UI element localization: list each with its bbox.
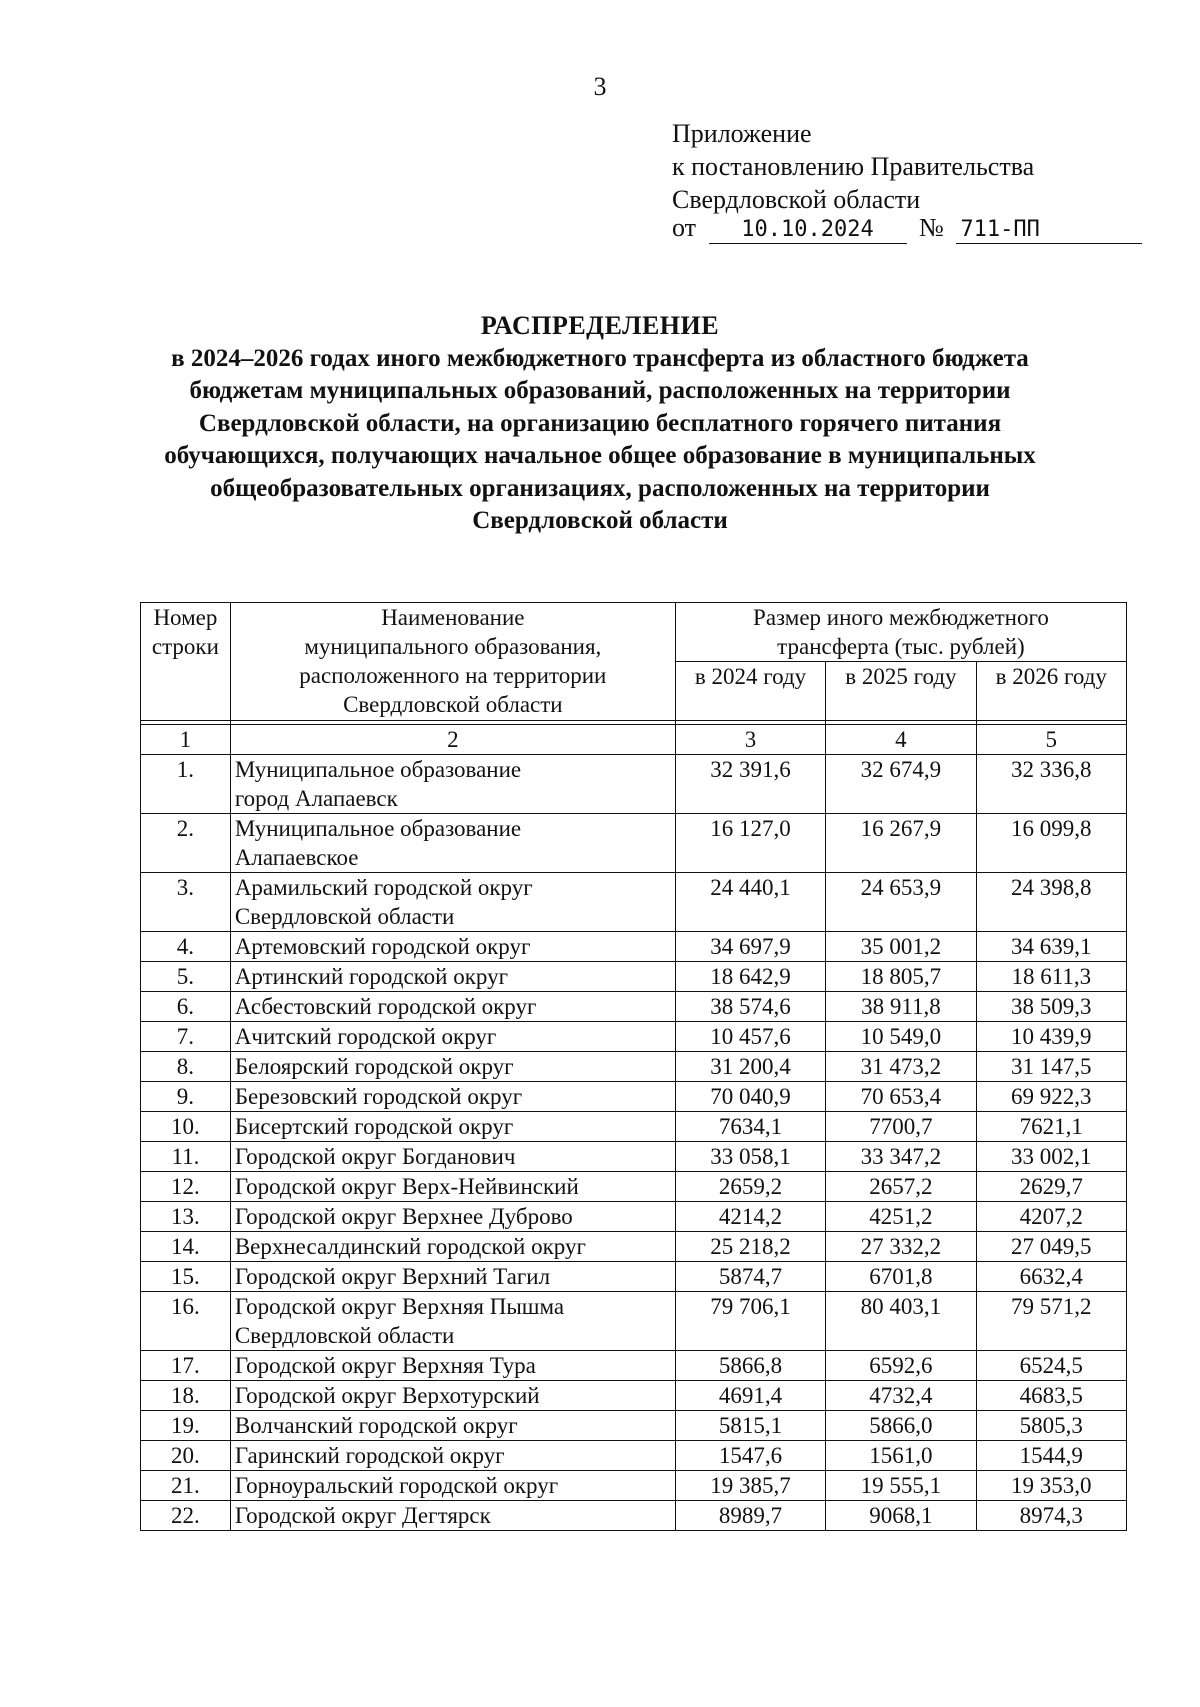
municipality-name bbox=[230, 932, 675, 962]
municipality-name bbox=[230, 1471, 675, 1501]
number-label: № bbox=[919, 213, 944, 242]
municipality-name bbox=[230, 1441, 675, 1471]
title-line: Свердловской области, на организацию бесплатного горячего питания bbox=[198, 409, 1002, 437]
title-line: бюджетам муниципальных образований, расположенных на территории bbox=[189, 377, 1011, 404]
row-number: 2. bbox=[141, 814, 231, 873]
page-number: 3 bbox=[593, 72, 607, 101]
amount-2026: 24 398,8 bbox=[976, 873, 1126, 932]
header-text: строки bbox=[151, 634, 219, 659]
document-title bbox=[110, 310, 1090, 538]
amount-2026: 34 639,1 bbox=[976, 932, 1126, 962]
header-2024: в 2024 году bbox=[675, 662, 825, 721]
amount-2024: 18 642,9 bbox=[675, 962, 825, 992]
table-row bbox=[141, 932, 1127, 962]
column-number: 4 bbox=[826, 725, 976, 755]
amount-2025: 70 653,4 bbox=[826, 1082, 976, 1112]
amount-2025: 7700,7 bbox=[826, 1112, 976, 1142]
amount-2026: 6632,4 bbox=[976, 1262, 1126, 1292]
municipality-name-line: город Алапаевск bbox=[234, 786, 398, 811]
table-body bbox=[141, 721, 1127, 1531]
amount-2025: 80 403,1 bbox=[826, 1292, 976, 1351]
amount-2026: 2629,7 bbox=[976, 1172, 1126, 1202]
amount-2024: 10 457,6 bbox=[675, 1022, 825, 1052]
municipality-name bbox=[230, 1142, 675, 1172]
amount-2024: 34 697,9 bbox=[675, 932, 825, 962]
amount-2026: 8974,3 bbox=[976, 1501, 1126, 1531]
municipality-name bbox=[230, 1112, 675, 1142]
amount-2026: 5805,3 bbox=[976, 1411, 1126, 1441]
table-row bbox=[141, 755, 1127, 814]
amount-2025: 2657,2 bbox=[826, 1172, 976, 1202]
title-line: общеобразовательных организациях, расположенных на территории bbox=[210, 474, 990, 502]
header-text: Размер иного межбюджетного bbox=[753, 605, 1049, 630]
amount-2024: 8989,7 bbox=[675, 1501, 825, 1531]
municipality-name bbox=[230, 1022, 675, 1052]
municipality-name-line: Верхнесалдинский городской округ bbox=[234, 1234, 586, 1259]
amount-2024: 4214,2 bbox=[675, 1202, 825, 1232]
table-row bbox=[141, 1411, 1127, 1441]
amount-2025: 4732,4 bbox=[826, 1381, 976, 1411]
municipality-name-line: Городской округ Верхний Тагил bbox=[234, 1264, 551, 1289]
municipality-name-line: Гаринский городской округ bbox=[234, 1443, 505, 1468]
municipality-name bbox=[230, 814, 675, 873]
municipality-name bbox=[230, 1501, 675, 1531]
column-number-row bbox=[141, 725, 1127, 755]
municipality-name bbox=[230, 992, 675, 1022]
amount-2026: 33 002,1 bbox=[976, 1142, 1126, 1172]
table-header-row bbox=[141, 603, 1127, 662]
header-text: муниципального образования, bbox=[304, 634, 602, 659]
row-number: 18. bbox=[141, 1381, 231, 1411]
column-number: 3 bbox=[675, 725, 825, 755]
header-2025: в 2025 году bbox=[826, 662, 976, 721]
amount-2026: 4683,5 bbox=[976, 1381, 1126, 1411]
document-reference bbox=[672, 213, 1142, 244]
row-number: 11. bbox=[141, 1142, 231, 1172]
table-row bbox=[141, 1022, 1127, 1052]
amount-2024: 25 218,2 bbox=[675, 1232, 825, 1262]
municipality-name-line: Артемовский городской округ bbox=[234, 934, 531, 959]
amount-2026: 16 099,8 bbox=[976, 814, 1126, 873]
amount-2025: 24 653,9 bbox=[826, 873, 976, 932]
appendix-region: Свердловской области bbox=[672, 185, 921, 214]
amount-2026: 10 439,9 bbox=[976, 1022, 1126, 1052]
municipality-name-line: Асбестовский городской округ bbox=[234, 994, 537, 1019]
from-label: от bbox=[672, 213, 697, 242]
row-number: 5. bbox=[141, 962, 231, 992]
header-row-number bbox=[141, 603, 231, 721]
table-row bbox=[141, 1381, 1127, 1411]
table-row bbox=[141, 1082, 1127, 1112]
header-text: расположенного на территории bbox=[299, 663, 607, 688]
amount-2025: 1561,0 bbox=[826, 1441, 976, 1471]
amount-2026: 32 336,8 bbox=[976, 755, 1126, 814]
municipality-name-line: Городской округ Верх-Нейвинский bbox=[234, 1174, 579, 1199]
row-number: 13. bbox=[141, 1202, 231, 1232]
row-number: 22. bbox=[141, 1501, 231, 1531]
table-row bbox=[141, 1052, 1127, 1082]
appendix-label: Приложение bbox=[672, 119, 812, 148]
title-line: обучающихся, получающих начальное общее образование в муниципальных bbox=[164, 442, 1036, 469]
amount-2024: 2659,2 bbox=[675, 1172, 825, 1202]
municipality-name bbox=[230, 1411, 675, 1441]
amount-2024: 1547,6 bbox=[675, 1441, 825, 1471]
header-2026: в 2026 году bbox=[976, 662, 1126, 721]
column-number: 5 bbox=[976, 725, 1126, 755]
municipality-name-line: Городской округ Верхотурский bbox=[234, 1383, 540, 1408]
header-name bbox=[230, 603, 675, 721]
municipality-name-line: Городской округ Верхнее Дуброво bbox=[234, 1204, 573, 1229]
table-row bbox=[141, 1351, 1127, 1381]
table-row bbox=[141, 1441, 1127, 1471]
amount-2026: 6524,5 bbox=[976, 1351, 1126, 1381]
amount-2025: 32 674,9 bbox=[826, 755, 976, 814]
amount-2025: 6701,8 bbox=[826, 1262, 976, 1292]
amount-2024: 32 391,6 bbox=[675, 755, 825, 814]
header-text: Номер bbox=[153, 605, 218, 630]
table-row bbox=[141, 962, 1127, 992]
municipality-name-line: Горноуральский городской округ bbox=[234, 1473, 559, 1498]
column-number: 1 bbox=[141, 725, 231, 755]
amount-2025: 5866,0 bbox=[826, 1411, 976, 1441]
amount-2024: 5874,7 bbox=[675, 1262, 825, 1292]
appendix-resolution: к постановлению Правительства bbox=[672, 152, 1035, 181]
amount-2024: 19 385,7 bbox=[675, 1471, 825, 1501]
column-number: 2 bbox=[230, 725, 675, 755]
municipality-name-line: Городской округ Верхняя Тура bbox=[234, 1353, 536, 1378]
amount-2025: 10 549,0 bbox=[826, 1022, 976, 1052]
table-row bbox=[141, 1232, 1127, 1262]
municipality-name-line: Городской округ Богданович bbox=[234, 1144, 516, 1169]
amount-2024: 38 574,6 bbox=[675, 992, 825, 1022]
table-row bbox=[141, 873, 1127, 932]
amount-2025: 27 332,2 bbox=[826, 1232, 976, 1262]
municipality-name bbox=[230, 1351, 675, 1381]
row-number: 21. bbox=[141, 1471, 231, 1501]
amount-2026: 69 922,3 bbox=[976, 1082, 1126, 1112]
row-number: 17. bbox=[141, 1351, 231, 1381]
amount-2025: 4251,2 bbox=[826, 1202, 976, 1232]
municipality-name-line: Муниципальное образование bbox=[234, 757, 522, 782]
municipality-name-line: Волчанский городской округ bbox=[234, 1413, 518, 1438]
amount-2026: 79 571,2 bbox=[976, 1292, 1126, 1351]
amount-2025: 35 001,2 bbox=[826, 932, 976, 962]
municipality-name bbox=[230, 873, 675, 932]
amount-2026: 18 611,3 bbox=[976, 962, 1126, 992]
amount-2026: 19 353,0 bbox=[976, 1471, 1126, 1501]
amount-2024: 79 706,1 bbox=[675, 1292, 825, 1351]
municipality-name-line: Свердловской области bbox=[234, 1323, 455, 1348]
table-row bbox=[141, 992, 1127, 1022]
municipality-name-line: Березовский городской округ bbox=[234, 1084, 523, 1109]
table-row bbox=[141, 1262, 1127, 1292]
document-date: 10.10.2024 bbox=[709, 217, 907, 244]
municipality-name-line: Городской округ Верхняя Пышма bbox=[234, 1294, 565, 1319]
row-number: 6. bbox=[141, 992, 231, 1022]
municipality-name bbox=[230, 962, 675, 992]
row-number: 15. bbox=[141, 1262, 231, 1292]
amount-2025: 6592,6 bbox=[826, 1351, 976, 1381]
amount-2026: 4207,2 bbox=[976, 1202, 1126, 1232]
amount-2026: 1544,9 bbox=[976, 1441, 1126, 1471]
amount-2026: 7621,1 bbox=[976, 1112, 1126, 1142]
row-number: 3. bbox=[141, 873, 231, 932]
municipality-name-line: Арамильский городской округ bbox=[234, 875, 533, 900]
municipality-name-line: Муниципальное образование bbox=[234, 816, 522, 841]
amount-2026: 31 147,5 bbox=[976, 1052, 1126, 1082]
municipality-name bbox=[230, 1082, 675, 1112]
amount-2024: 16 127,0 bbox=[675, 814, 825, 873]
municipality-name-line: Бисертский городской округ bbox=[234, 1114, 514, 1139]
amount-2026: 27 049,5 bbox=[976, 1232, 1126, 1262]
row-number: 8. bbox=[141, 1052, 231, 1082]
table-row bbox=[141, 1501, 1127, 1531]
table-row bbox=[141, 1202, 1127, 1232]
amount-2024: 5815,1 bbox=[675, 1411, 825, 1441]
amount-2025: 9068,1 bbox=[826, 1501, 976, 1531]
amount-2025: 19 555,1 bbox=[826, 1471, 976, 1501]
header-amount bbox=[675, 603, 1126, 662]
amount-2024: 24 440,1 bbox=[675, 873, 825, 932]
amount-2024: 7634,1 bbox=[675, 1112, 825, 1142]
amount-2025: 18 805,7 bbox=[826, 962, 976, 992]
row-number: 16. bbox=[141, 1292, 231, 1351]
header-text: трансферта (тыс. рублей) bbox=[777, 634, 1025, 659]
title-line: в 2024–2026 годах иного межбюджетного трансферта из областного бюджета bbox=[171, 344, 1029, 372]
row-number: 7. bbox=[141, 1022, 231, 1052]
amount-2025: 33 347,2 bbox=[826, 1142, 976, 1172]
table-row bbox=[141, 1471, 1127, 1501]
row-number: 12. bbox=[141, 1172, 231, 1202]
row-number: 20. bbox=[141, 1441, 231, 1471]
table-row bbox=[141, 814, 1127, 873]
amount-2024: 70 040,9 bbox=[675, 1082, 825, 1112]
municipality-name bbox=[230, 1292, 675, 1351]
amount-2025: 16 267,9 bbox=[826, 814, 976, 873]
distribution-table bbox=[140, 602, 1127, 1531]
amount-2025: 38 911,8 bbox=[826, 992, 976, 1022]
table-row bbox=[141, 1142, 1127, 1172]
row-number: 1. bbox=[141, 755, 231, 814]
row-number: 9. bbox=[141, 1082, 231, 1112]
amount-2026: 38 509,3 bbox=[976, 992, 1126, 1022]
municipality-name bbox=[230, 1172, 675, 1202]
municipality-name bbox=[230, 1232, 675, 1262]
row-number: 10. bbox=[141, 1112, 231, 1142]
municipality-name bbox=[230, 1262, 675, 1292]
municipality-name-line: Артинский городской округ bbox=[234, 964, 509, 989]
amount-2025: 31 473,2 bbox=[826, 1052, 976, 1082]
municipality-name-line: Алапаевское bbox=[234, 845, 359, 870]
municipality-name-line: Белоярский городской округ bbox=[234, 1054, 514, 1079]
table-row bbox=[141, 1112, 1127, 1142]
title-line: Свердловской области bbox=[472, 507, 728, 534]
municipality-name bbox=[230, 1381, 675, 1411]
amount-2024: 4691,4 bbox=[675, 1381, 825, 1411]
municipality-name bbox=[230, 1202, 675, 1232]
header-text: Наименование bbox=[381, 605, 525, 630]
document-number: 711-ПП bbox=[956, 217, 1142, 244]
amount-2024: 5866,8 bbox=[675, 1351, 825, 1381]
appendix-header bbox=[672, 117, 1034, 216]
municipality-name-line: Свердловской области bbox=[234, 904, 455, 929]
municipality-name-line: Ачитский городской округ bbox=[234, 1024, 497, 1049]
header-text: Свердловской области bbox=[343, 692, 563, 717]
row-number: 4. bbox=[141, 932, 231, 962]
table-row bbox=[141, 1292, 1127, 1351]
row-number: 14. bbox=[141, 1232, 231, 1262]
row-number: 19. bbox=[141, 1411, 231, 1441]
municipality-name bbox=[230, 755, 675, 814]
title-main: РАСПРЕДЕЛЕНИЕ bbox=[480, 311, 720, 340]
table-row bbox=[141, 1172, 1127, 1202]
municipality-name bbox=[230, 1052, 675, 1082]
amount-2024: 31 200,4 bbox=[675, 1052, 825, 1082]
municipality-name-line: Городской округ Дегтярск bbox=[234, 1503, 491, 1528]
amount-2024: 33 058,1 bbox=[675, 1142, 825, 1172]
